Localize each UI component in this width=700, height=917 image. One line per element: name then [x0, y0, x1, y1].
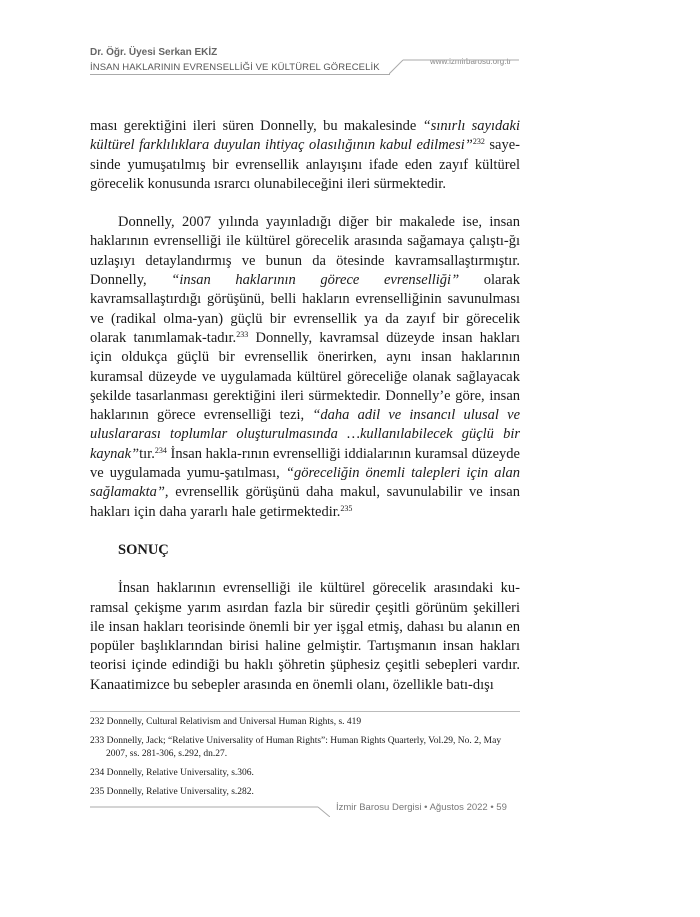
footnote-number: 233 [90, 736, 105, 746]
footnote [90, 786, 520, 799]
footnote-ref: 232 [472, 137, 485, 147]
footnote [90, 716, 520, 729]
quote: “sınırlı sayıdaki kültürel farklılıklara duyulan ihtiyaç olasılığının kabul edilmesi” [90, 118, 520, 154]
paragraph-1 [90, 117, 520, 194]
footnote-text: Donnelly, Relative Universality, s.306. [106, 768, 254, 778]
quote: “göreceliğin önemli talepleri için alan sağlamakta” [90, 465, 520, 501]
footnotes [90, 716, 520, 805]
text-run: Donnelly, 2007 yılında yayınladığı diğer bir makalede ise, insan haklarının evrenselliği ile kültürel görecelik arasında sağamaya çalıştı-ğı uzlaşıyı detaylandırmış ve bunun da ötesinde kavramsallaştırmıştır. Donnelly, [90, 214, 520, 289]
text-run: Donnelly, kavramsal düzeyde insan hakları için oldukça güçlü bir evrensellik önerirken, aynı insan haklarının kuramsal düzeyde ve uygulamada kültürel göreceliğe olanak sağlayacak şekilde tasarlanması gerektiğini ileri sürmektedir. Donnelly’e göre, insan haklarının görece evrenselliği tezi, [90, 329, 520, 424]
footnote-text: Donnelly, Relative Universality, s.282. [106, 787, 254, 797]
header-divider-slant [389, 58, 519, 74]
text-run: ması gerektiğini ileri süren Donnelly, bu makalesinde [90, 118, 423, 134]
paragraph-2 [90, 213, 520, 522]
text-run: tır. [139, 445, 155, 462]
footnote-text: Donnelly, Jack; “Relative Universality of Human Rights”: Human Rights Quarterly, Vol.29, No. 2, May 2007, ss. 281-306, s.292, dn.27. [106, 736, 502, 759]
quote: “daha adil ve insancıl ulusal ve uluslararası toplumlar oluşturulmasında …kullanılabilecek güçlü bir kaynak” [90, 407, 520, 462]
header-website: www.izmirbarosu.org.tr [430, 57, 512, 66]
footnote-ref: 234 [154, 445, 167, 455]
footnote-ref: 233 [236, 329, 249, 339]
paragraph-3: İnsan haklarının evrenselliği ile kültürel görecelik arasındaki ku-ramsal çekişme yarım asırdan fazla bir süredir çeşitli görünüm şekilleri ile insan hakları teorisinde önemli bir yer işgal etmiş, dahası bu alanın en popüler başlıklarından birisi haline gelmiştir. Tartışmanın insan hakları teorisi içinde edindiği bu haklı şöhretin şüphesiz çeşitli sebepleri vardır. Kanaatimizce bu sebepler arasında en önemli olanı, özellikle batı-dışı [90, 580, 520, 693]
footnote-number: 232 [90, 717, 105, 727]
header-subtitle: İNSAN HAKLARININ EVRENSELLİĞİ VE KÜLTÜREL GÖRECELİK [90, 62, 380, 73]
text-run: saye-sinde yumuşatılmış bir evrensellik anlayışını ifade eden zayıf kültürel görecelik konusunda ısrarcı olunabileceğini ileri sürmektedir. [90, 137, 520, 192]
footnote-number: 235 [90, 787, 105, 797]
page-footer: İzmir Barosu Dergisi • Ağustos 2022 • 59 [336, 802, 507, 813]
footnote-text: Donnelly, Cultural Relativism and Universal Human Rights, s. 419 [106, 717, 362, 727]
footnote [90, 735, 520, 761]
text-run: İnsan hakla-rının evrenselliği iddialarının kuramsal düzeyde ve uygulamada yumu-şatılması, [90, 445, 520, 482]
footnote-ref: 235 [340, 503, 353, 513]
section-title: SONUÇ [118, 541, 169, 558]
header-author: Dr. Öğr. Üyesi Serkan EKİZ [90, 47, 218, 58]
footnote-number: 234 [90, 768, 105, 778]
footnote-divider [90, 711, 520, 712]
header-divider [90, 74, 390, 75]
quote: “insan haklarının görece evrenselliği” [171, 272, 460, 289]
text-run: , evrensellik görüşünü daha makul, savunulabilir ve insan hakları için daha yararlı hale getirmektedir. [90, 484, 520, 520]
footer-divider [90, 805, 330, 817]
body-text [90, 117, 520, 695]
text-run: olarak kavramsallaştırdığı görüşünü, belli hakların evrenselliğinin savunulması ve (radikal olma-yan) güçlü bir evrensellik ya da zayıf bir görecelik olarak tanımlamak-tadır. [90, 272, 520, 346]
footnote [90, 767, 520, 780]
